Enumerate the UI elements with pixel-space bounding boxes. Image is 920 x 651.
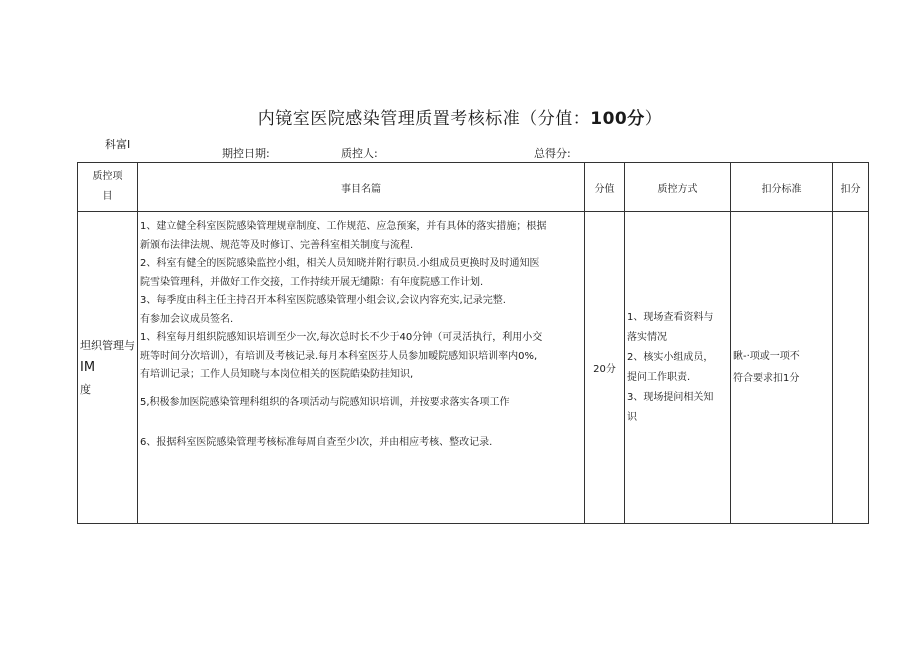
- deduct-standard-line1: 瞅-·项或一项不: [733, 350, 800, 362]
- date-label: 期控日期:: [222, 147, 270, 160]
- deduct-standard-cell: [731, 212, 833, 524]
- header-item-line1: 质控项: [92, 171, 123, 182]
- header-score: 分值: [585, 163, 625, 212]
- content-line-6: 有参加会议成员签名.: [140, 313, 234, 325]
- score-cell: 20分: [585, 212, 625, 524]
- header-item: [78, 163, 138, 212]
- category-line2: IM: [80, 359, 96, 375]
- title-text: 内镜室医院感染管理质置考核标准（分值：: [257, 109, 591, 129]
- method-line-4: 提问工作职责.: [627, 371, 691, 383]
- method-line-6: 识: [627, 411, 637, 423]
- deduct-cell: [833, 212, 869, 524]
- content-line-7: 1、科室每月组织院感知识培训至少一次,每次总时长不少于40分钟（可灵活执行，利用小交: [140, 332, 543, 343]
- page-title: [0, 104, 920, 129]
- header-row: [78, 163, 869, 212]
- content-line-9: 有培训记录；工作人员知晓与本岗位相关的医院皓染防挂知识,: [140, 369, 414, 380]
- title-close: ）: [644, 109, 663, 129]
- content-line-2: 新颁布法律法规、规范等及时修订、完善科室相关制度与流程.: [140, 239, 414, 251]
- content-line-5: 3、每季度由科主任主持召开本科室医院感染管理小组会议,会议内容充实,记录完整.: [140, 295, 506, 306]
- department-label: 科富I: [105, 138, 131, 151]
- method-line-3: 2、核实小组成员，: [627, 351, 714, 363]
- content-line-4: 院雪染管理科，并做好工作交接，工作持续开展无缱隙：有年度院感工作计划.: [140, 276, 484, 288]
- content-line-1: 1、建立健全科室医院感染管理规章制度、工作规范、应急预案，并有具体的落实措施；根据: [140, 221, 547, 232]
- content-line-3: 2、科室有健全的医院感染监控小组，相关人员知晓并附行职员.小组成员更换时及时通知医: [140, 258, 540, 269]
- category-cell: [78, 212, 138, 524]
- header-method: 质控方式: [625, 163, 731, 212]
- category-line3: 度: [80, 382, 91, 396]
- header-item-line2: 目: [102, 191, 113, 202]
- title-score: 100分: [590, 109, 645, 129]
- assessment-table: [77, 162, 869, 524]
- total-score-label: 总得分:: [534, 147, 571, 160]
- table-row: [78, 212, 869, 524]
- content-line-8: 班等时间分次培训），有培训及考核记录.每月本科室医芬人员参加暧院感知识培训率内0%,: [140, 350, 538, 362]
- method-line-5: 3、现场提问相关知: [627, 391, 714, 403]
- method-cell: [625, 212, 731, 524]
- deduct-standard-line2: 符合要求扣1分: [733, 372, 800, 384]
- header-content: 事目名篇: [138, 163, 585, 212]
- content-cell: [138, 212, 585, 524]
- header-deduct-standard: 扣分标准: [731, 163, 833, 212]
- header-deduct: 扣分: [833, 163, 869, 212]
- content-line-11: 6、报据科室医院感染管理考核标准每周自查至少l次，并由相应考核、整改记录.: [140, 437, 493, 448]
- category-line1: 坦织管理与: [80, 338, 135, 352]
- content-line-10: 5,积极参加医院感染管理科组织的各项活动与院感知识培训，并按要求落实各项工作: [140, 396, 510, 408]
- inspector-label: 质控人:: [341, 147, 378, 160]
- method-line-1: 1、现场查看资料与: [627, 311, 714, 323]
- method-line-2: 落实情况: [627, 331, 667, 343]
